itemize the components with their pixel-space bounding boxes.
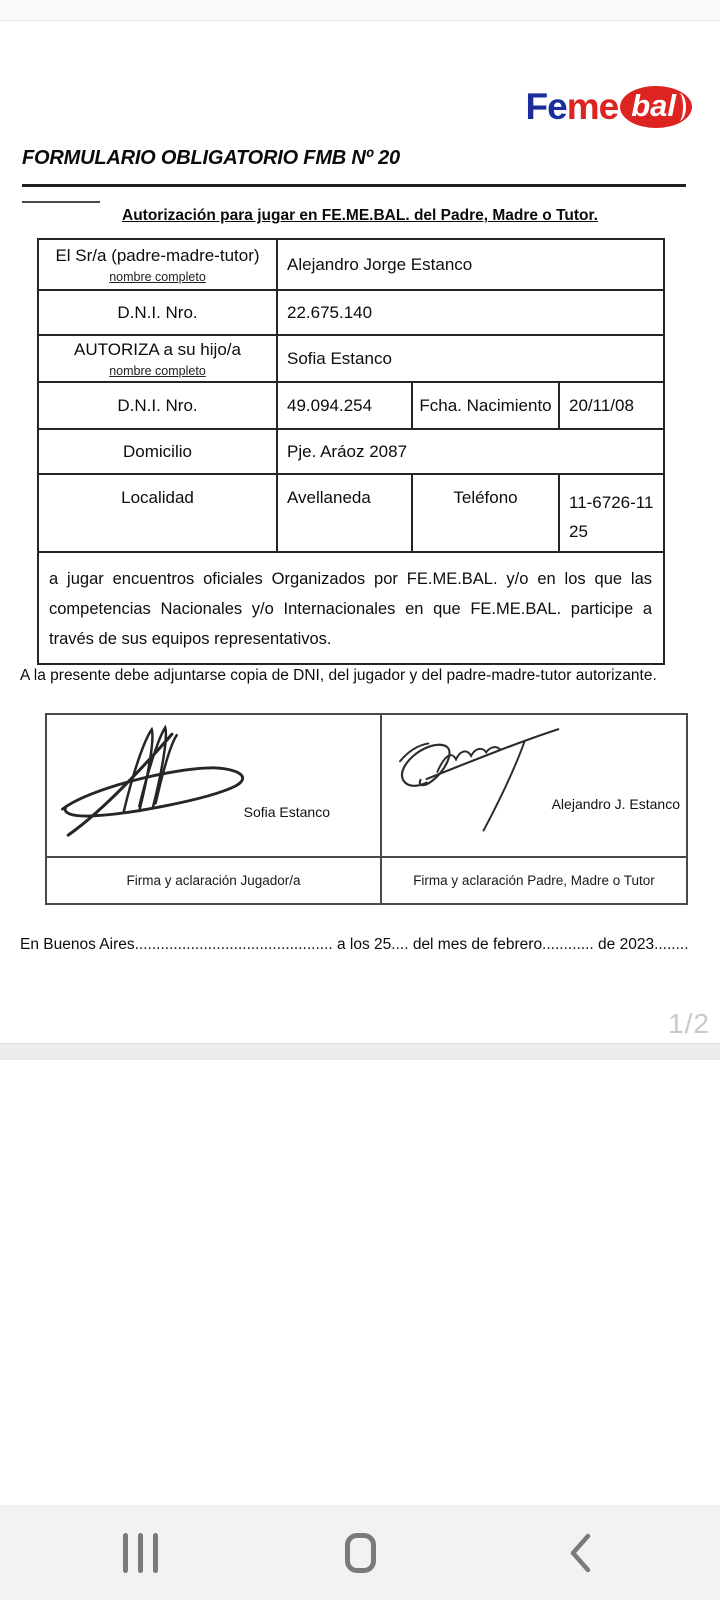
- field-label: Fcha. Nacimiento: [412, 382, 559, 429]
- field-label: El Sr/a (padre-madre-tutor): [55, 245, 260, 265]
- field-label: D.N.I. Nro.: [38, 290, 277, 335]
- field-sublabel: nombre completo: [109, 269, 206, 284]
- authorization-table: [37, 238, 665, 665]
- android-nav-bar: [0, 1505, 720, 1600]
- field-label: Domicilio: [38, 429, 277, 474]
- field-label: D.N.I. Nro.: [38, 382, 277, 429]
- cell-address: Pje. Aráoz 2087: [277, 429, 664, 474]
- form-title: FORMULARIO OBLIGATORIO FMB Nº 20: [22, 147, 400, 169]
- logo-oval: [620, 86, 692, 128]
- logo-text-bal: bal: [631, 88, 676, 123]
- table-row: [38, 552, 664, 664]
- home-button[interactable]: [338, 1528, 382, 1578]
- recent-apps-icon: [123, 1533, 158, 1573]
- attachment-note: A la presente debe adjuntarse copia de DNI, del jugador y del padre-madre-tutor autorizante.: [20, 667, 657, 684]
- signature-cell-player: [47, 715, 382, 856]
- table-row: [38, 335, 664, 382]
- back-icon: [567, 1531, 593, 1575]
- field-label: AUTORIZA a su hijo/a: [74, 339, 241, 359]
- cell-birthdate: 20/11/08: [559, 382, 664, 429]
- signature-table: [45, 713, 688, 905]
- home-icon: [345, 1533, 376, 1573]
- table-row: [38, 290, 664, 335]
- cell-parent-name: Alejandro Jorge Estanco: [277, 239, 664, 290]
- cell-phone: 11-6726-1125: [559, 474, 664, 552]
- page-indicator: 1/2: [668, 1008, 710, 1039]
- signature-caption-parent: Firma y aclaración Padre, Madre o Tutor: [382, 856, 686, 903]
- page-separator: [0, 1043, 720, 1060]
- field-label: Teléfono: [412, 474, 559, 552]
- authorization-paragraph: a jugar encuentros oficiales Organizados por FE.ME.BAL. y/o en los que las competencias Nacionales y/o Internacionales en que FE.ME.BAL. participe a través de sus equipos representativos.: [38, 552, 664, 664]
- field-sublabel: nombre completo: [109, 363, 206, 378]
- divider-thick: [22, 184, 686, 187]
- cell-city: Avellaneda: [277, 474, 412, 552]
- signature-cell-parent: [382, 715, 686, 856]
- cell-parent-dni: 22.675.140: [277, 290, 664, 335]
- table-row: [38, 474, 664, 552]
- authorization-heading: Autorización para jugar en FE.ME.BAL. del Padre, Madre o Tutor.: [122, 207, 598, 224]
- cell-child-label: [38, 335, 277, 382]
- cell-child-name: Sofia Estanco: [277, 335, 664, 382]
- cell-child-dni: 49.094.254: [277, 382, 412, 429]
- status-bar: [0, 0, 720, 21]
- femebal-logo: [526, 86, 692, 128]
- logo-text-fe: Fe: [525, 86, 567, 127]
- divider-short: [22, 201, 100, 203]
- field-label: Localidad: [38, 474, 277, 552]
- signature-parent-name: Alejandro J. Estanco: [551, 796, 680, 812]
- cell-parent-label: [38, 239, 277, 290]
- recent-apps-button[interactable]: [118, 1528, 162, 1578]
- logo-arc: [672, 93, 686, 121]
- closing-line: En Buenos Aires.............................................. a los 25.... del mes de febrero............ de 2023........: [20, 936, 689, 953]
- signature-player-image: [55, 717, 260, 837]
- logo-text-me: me: [566, 86, 619, 127]
- table-row: [38, 382, 664, 429]
- table-row: [38, 429, 664, 474]
- signature-caption-player: Firma y aclaración Jugador/a: [47, 856, 382, 903]
- signature-parent-image: [390, 715, 570, 835]
- back-button[interactable]: [558, 1528, 602, 1578]
- signature-player-name: Sofia Estanco: [243, 804, 330, 820]
- table-row: [38, 239, 664, 290]
